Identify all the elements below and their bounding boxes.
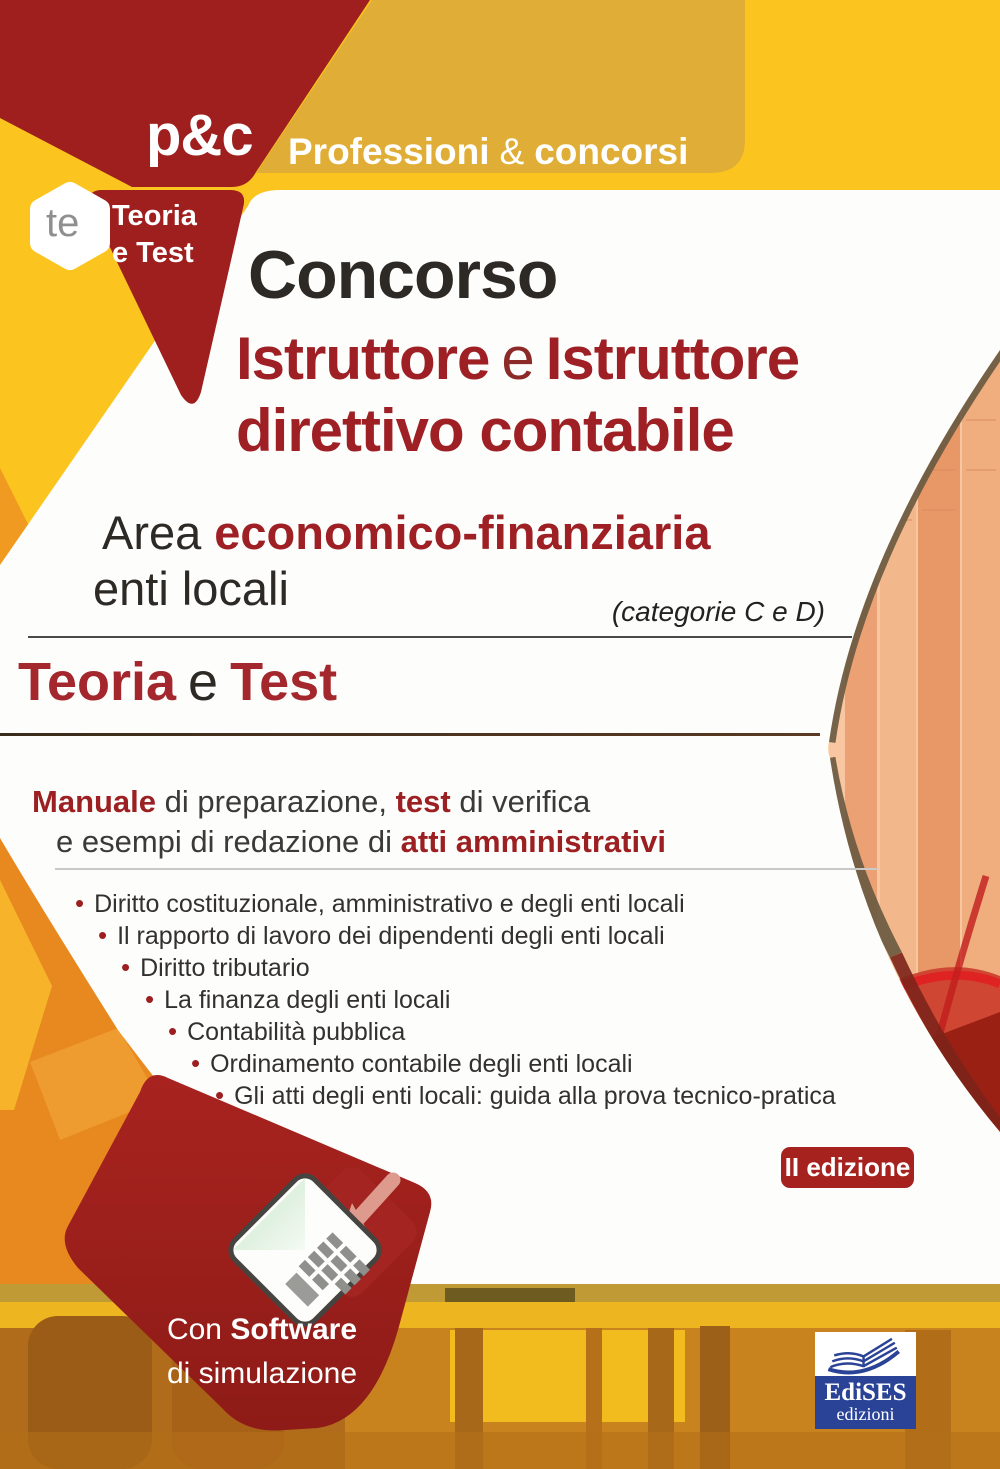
description-line2: e esempi di redazione di atti amministrativi (56, 824, 666, 859)
te-badge-abbrev: te (46, 201, 80, 245)
separator-thin (28, 636, 852, 638)
separator-dark (0, 733, 820, 736)
edition-badge: II edizione (781, 1147, 914, 1188)
publisher-name: EdiSES (824, 1379, 907, 1407)
contents-item: • Diritto tributario (121, 952, 310, 982)
title-conjunction: e (501, 325, 534, 392)
software-label-line1: Con Software (166, 1313, 358, 1346)
contents-item: • Contabilità pubblica (168, 1016, 406, 1046)
title-concorso: Concorso (248, 237, 558, 313)
bullet-icon: • (215, 1080, 225, 1110)
title-line2: direttivo contabile (236, 397, 734, 464)
bullet-icon: • (191, 1048, 201, 1078)
ampersand: & (499, 131, 525, 172)
te-badge-line2: e Test (112, 237, 194, 269)
subtitle-enti-locali: enti locali (93, 562, 289, 615)
contents-item: • Ordinamento contabile degli enti locali (191, 1048, 633, 1078)
subtitle-area: Area economico-finanziaria (102, 506, 711, 559)
contents-item: • Gli atti degli enti locali: guida alla prova tecnico-pratica (215, 1080, 836, 1110)
publisher-series-logo: p&c (146, 103, 253, 168)
section-teoria-test: Teoria e Test (18, 652, 338, 712)
open-book-icon (815, 1332, 916, 1376)
bullet-icon: • (145, 984, 155, 1014)
contents-item: • Diritto costituzionale, amministrativo e degli enti locali (75, 888, 685, 918)
bullet-icon: • (75, 888, 85, 918)
publisher-logo (815, 1332, 916, 1429)
series-word2: concorsi (534, 131, 689, 172)
contents-item: • Il rapporto di lavoro dei dipendenti degli enti locali (98, 920, 665, 950)
categories-note: (categorie C e D) (611, 596, 825, 627)
section-conjunction: e (188, 652, 219, 712)
bullet-icon: • (168, 1016, 178, 1046)
publisher-name-block (815, 1376, 916, 1429)
bullet-icon: • (98, 920, 108, 950)
title-line1: Istruttore e Istruttore (236, 325, 800, 392)
description-line1: Manuale di preparazione, test di verifica (32, 784, 591, 819)
bullet-icon: • (121, 952, 131, 982)
te-badge-line1: Teoria (112, 200, 197, 232)
series-title (288, 133, 688, 172)
publisher-logo-book (815, 1332, 916, 1376)
contents-item: • La finanza degli enti locali (145, 984, 451, 1014)
series-word1: Professioni (288, 131, 490, 172)
software-label-line2: di simulazione (166, 1357, 358, 1390)
separator-light (55, 868, 878, 870)
subtitle-emphasis: economico-finanziaria (214, 506, 711, 559)
publisher-subname: edizioni (836, 1404, 895, 1425)
